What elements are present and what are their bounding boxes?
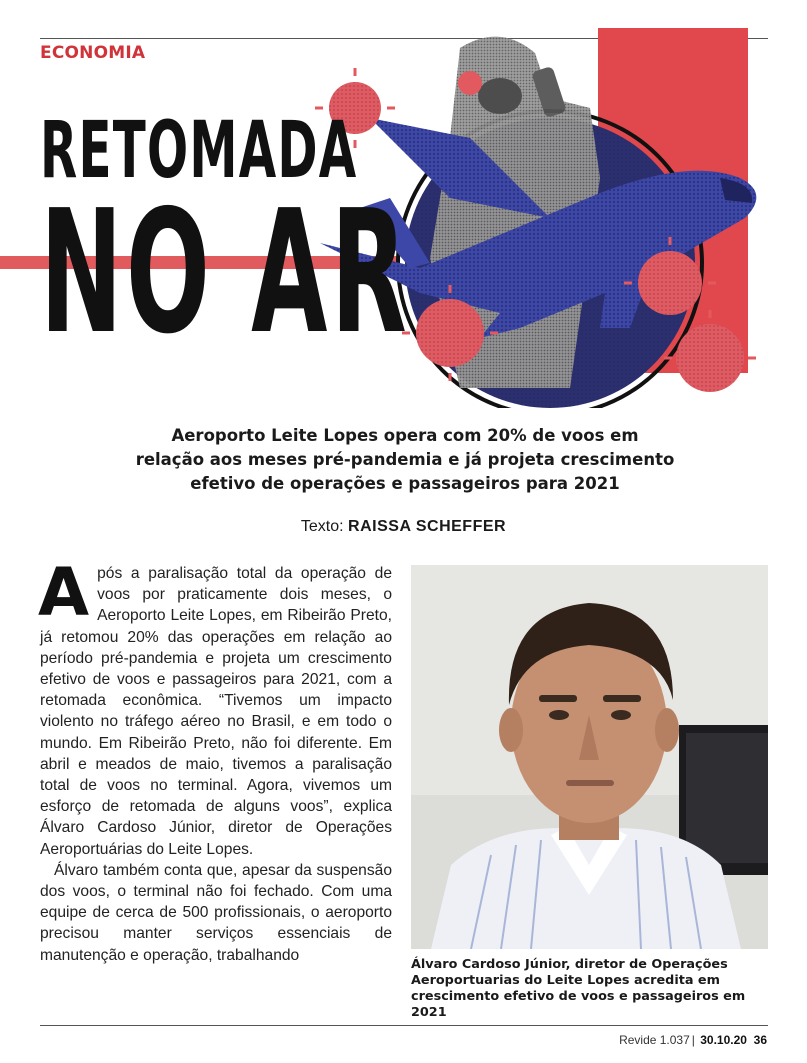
headline-line-2: NO AR [40, 174, 411, 372]
headline-line-1: RETOMADA [40, 106, 358, 196]
article-body [38, 554, 392, 966]
caption-line: crescimento efetivo de voos e passageiros em 2021 [411, 989, 746, 1020]
byline-prefix: Texto: [300, 518, 349, 535]
issue-date: 30.10.20 [700, 1033, 747, 1047]
photo-caption [411, 957, 771, 1021]
footer-separator: | [691, 1033, 695, 1047]
portrait-photo [411, 565, 768, 949]
drop-cap: A [38, 554, 90, 631]
article-paragraph: Álvaro também conta que, apesar da suspensão dos voos, o terminal não foi fechado. Com uma equipe de cerca de 500 profissionais, o aeroporto precisou manter serviços essenciais de manutenção e operação, trabalhando [40, 861, 392, 964]
section-label: ECONOMIA [40, 43, 146, 63]
subhead-line: relação aos meses pré-pandemia e já projeta crescimento [135, 450, 675, 469]
subhead-line: Aeroporto Leite Lopes opera com 20% de voos em [171, 426, 639, 445]
caption-line: Aeroportuarias do Leite Lopes acredita em [411, 973, 720, 988]
bottom-rule [40, 1025, 768, 1026]
article-paragraph-text: pós a paralisação total da operação de voos por praticamente dois meses, o Aeroporto Leite Lopes, em Ribeirão Preto, já retomou 20% das operações em relação ao período pré-pandemia e projeta um crescimento efetivo de voos e passageiros para 2021, com a retomada econômica. “Tivemos um impacto violento no tráfego aéreo no Brasil, e em todo o mundo. Em Ribeirão Preto, não foi diferente. Em abril e meados de maio, tivemos a paralisação total de voos no terminal. Agora, vivemos um esforço de retomada de alguns voos”, explica Álvaro Cardoso Júnior, diretor de Operações Aeroportuárias do Leite Lopes. [40, 565, 392, 858]
byline [0, 518, 807, 536]
page-number: 36 [753, 1033, 767, 1047]
article-paragraph [38, 554, 392, 860]
page-footer [619, 1033, 767, 1047]
subhead-line: efetivo de operações e passageiros para 2021 [190, 474, 620, 493]
magazine-issue: Revide 1.037 [619, 1033, 690, 1047]
subhead [110, 424, 700, 496]
caption-line: Álvaro Cardoso Júnior, diretor de Operações [411, 957, 728, 972]
byline-author: RAISSA SCHEFFER [348, 518, 507, 535]
